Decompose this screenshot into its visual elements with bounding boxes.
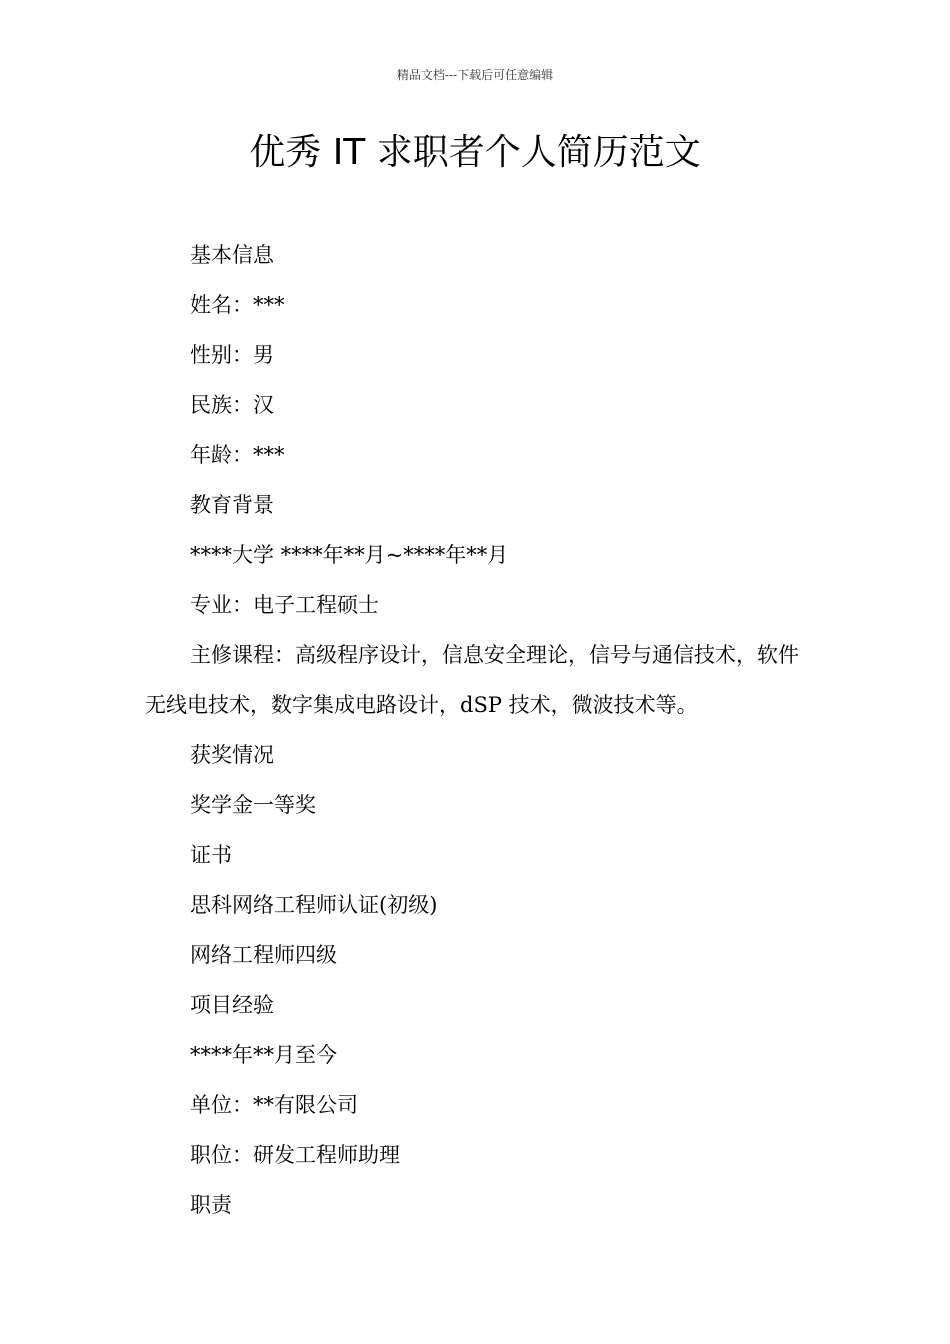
field-ethnicity: 民族：汉 [190, 393, 274, 417]
field-age: 年龄：*** [190, 443, 285, 467]
certificate-item: 网络工程师四级 [190, 943, 337, 967]
section-heading-education: 教育背景 [190, 493, 274, 517]
field-position: 职位：研发工程师助理 [190, 1143, 400, 1167]
project-period: ****年**月至今 [190, 1043, 337, 1067]
field-employer: 单位：**有限公司 [190, 1093, 358, 1117]
field-major: 专业：电子工程硕士 [190, 593, 379, 617]
document-body [145, 230, 805, 1230]
section-heading-awards: 获奖情况 [190, 743, 274, 767]
field-gender: 性别：男 [190, 343, 274, 367]
field-name: 姓名：*** [190, 293, 285, 317]
section-heading-certificates: 证书 [190, 843, 232, 867]
page-header-note: 精品文档---下载后可任意编辑 [396, 68, 554, 82]
certificate-item: 思科网络工程师认证(初级) [190, 893, 438, 917]
education-period: ****大学 ****年**月~****年**月 [190, 543, 509, 567]
document-title: 优秀 IT 求职者个人简历范文 [249, 132, 701, 173]
section-heading-basic-info: 基本信息 [190, 243, 274, 267]
field-courses: 主修课程：高级程序设计，信息安全理论，信号与通信技术，软件无线电技术，数字集成电路设计，dSP 技术，微波技术等。 [145, 643, 799, 717]
section-heading-duties: 职责 [190, 1193, 232, 1217]
award-item: 奖学金一等奖 [190, 793, 316, 817]
section-heading-projects: 项目经验 [190, 993, 274, 1017]
